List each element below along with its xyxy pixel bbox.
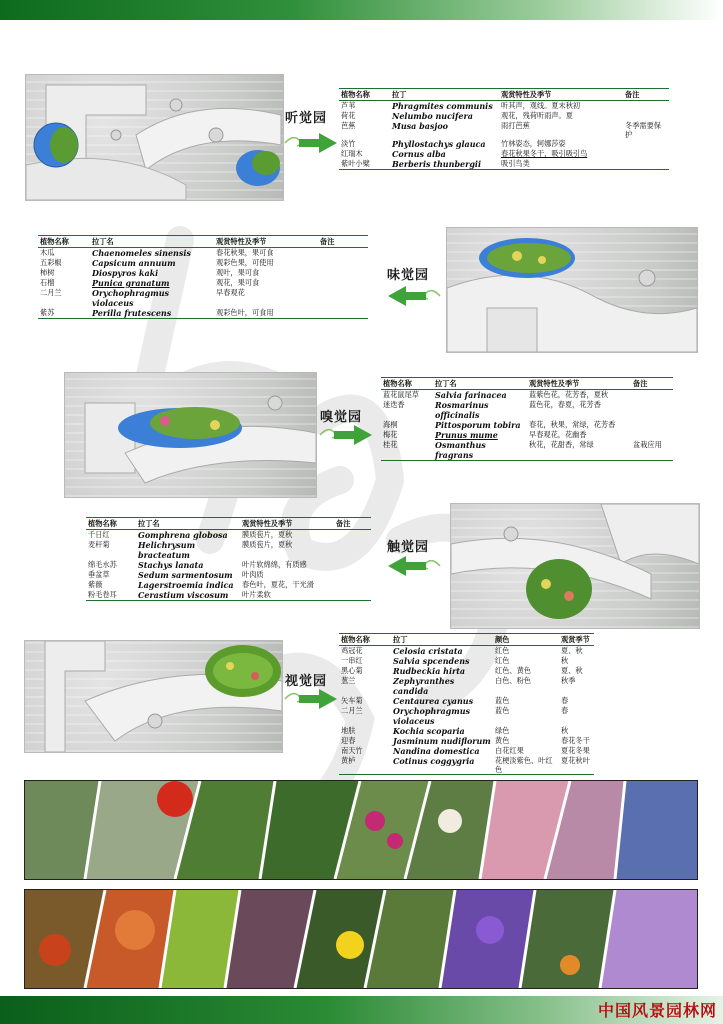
plant-color: 白花红果 [495, 746, 524, 755]
plant-name: 二月兰 [341, 706, 363, 715]
green-arrow-icon [386, 283, 442, 309]
garden-title-smell: 嗅觉园 [320, 410, 363, 425]
plant-name: 芭蕉 [341, 121, 356, 130]
plant-latin: Orychophragmus violaceus [92, 288, 170, 308]
plant-latin: Celosia cristata [393, 646, 463, 656]
plant-note: 盆栽应用 [631, 440, 673, 461]
plant-note [334, 590, 371, 601]
plant-name: 千日红 [88, 530, 110, 539]
plant-season: 夏、秋 [561, 666, 583, 675]
plant-note [334, 530, 371, 541]
plant-feature: 观叶，果可食 [216, 268, 260, 277]
plant-feature: 春花秋果冬干，吸引吸引鸟 [501, 149, 588, 158]
plant-note [623, 159, 669, 170]
plant-feature: 观花，残荷听雨声。夏 [501, 111, 573, 120]
plant-note: 冬季需要保护 [625, 121, 661, 139]
table-header-row [38, 236, 368, 248]
plant-latin: Nelumbo nucifera [392, 111, 473, 121]
plant-note [318, 258, 368, 268]
column-header: 观赏特性及季节 [527, 378, 631, 390]
column-header: 拉丁 [391, 634, 493, 646]
plant-latin: Musa basjoo [392, 121, 448, 131]
plant-latin: Jasminum nudiflorum [393, 736, 491, 746]
table-row [339, 706, 594, 726]
table-row [381, 430, 673, 440]
plant-name: 一串红 [341, 656, 363, 665]
site-logo: 中国风景园林网 [597, 1001, 717, 1020]
plant-name: 黑心菊 [341, 666, 363, 675]
plant-table-taste [38, 235, 368, 319]
table-row [381, 440, 673, 461]
green-arrow-icon [283, 686, 339, 712]
plant-name: 紫薇 [88, 580, 103, 589]
garden-title-touch: 触觉园 [387, 540, 430, 555]
plant-feature: 叶片软绵绵，有质感 [242, 560, 307, 569]
column-header: 拉丁 [390, 89, 499, 101]
table-row [38, 258, 368, 268]
plant-color: 绿色 [495, 726, 510, 735]
plant-name: 麦秆菊 [88, 540, 110, 549]
table-row [86, 540, 371, 560]
plant-latin: Cornus alba [392, 149, 446, 159]
plant-latin: Diospyros kaki [92, 268, 159, 278]
green-arrow-icon [283, 130, 339, 156]
plant-latin: Gomphrena globosa [138, 530, 228, 540]
plant-name: 地肤 [341, 726, 356, 735]
plant-feature: 膜质苞片，夏秋 [242, 540, 293, 549]
table-header-row [339, 89, 669, 101]
plant-latin: Stachys lanata [138, 560, 204, 570]
plant-feature: 观彩色叶，可食用 [214, 308, 318, 319]
plant-note [318, 248, 368, 259]
column-header: 颜色 [493, 634, 559, 646]
green-arrow-icon [318, 422, 374, 448]
plant-name: 蓝花鼠尾草 [383, 390, 419, 399]
table-row [38, 268, 368, 278]
plant-feature: 春花，秋果，常绿，花芳香 [529, 420, 616, 429]
plant-feature: 竹林姿态，轲娜莎姿 [501, 139, 566, 148]
plant-latin: Salvia farinacea [435, 390, 507, 400]
plant-feature: 蓝紫色花，花芳香，夏秋 [529, 390, 609, 399]
table-row [86, 530, 371, 541]
plant-season: 春花冬干 [561, 736, 590, 745]
plant-feature: 蓝色花，春夏，花芳香 [529, 400, 601, 409]
table-row [339, 656, 594, 666]
plant-feature: 春花秋果，果可食 [216, 248, 274, 257]
plant-season: 夏花冬果 [561, 746, 590, 755]
plant-latin: Phragmites communis [392, 101, 493, 111]
plant-latin: Chaenomeles sinensis [92, 248, 191, 258]
table-row [339, 646, 594, 657]
plant-latin: Kochia scoparia [393, 726, 465, 736]
column-header: 植物名称 [339, 634, 391, 646]
table-row [339, 159, 669, 170]
plant-name: 石榴 [40, 278, 55, 287]
plant-latin: Rudbeckia hirta [393, 666, 466, 676]
plant-name: 南天竹 [341, 746, 363, 755]
table-row [38, 288, 368, 308]
table-row [339, 149, 669, 159]
plant-note [318, 268, 368, 278]
plant-note [623, 101, 669, 112]
plant-season: 秋 [561, 726, 569, 735]
plant-name: 梅花 [383, 430, 398, 439]
column-header: 观赏季节 [559, 634, 594, 646]
table-row [381, 400, 673, 420]
plant-name: 迷迭香 [383, 400, 405, 409]
column-header: 备注 [334, 518, 371, 530]
column-header: 备注 [631, 378, 673, 390]
plant-color: 蓝色 [495, 706, 510, 715]
plant-note [334, 560, 371, 570]
plant-name: 柿树 [40, 268, 55, 277]
plant-latin: Cerastium viscosum [136, 590, 240, 601]
plant-feature: 观花，果可食 [216, 278, 260, 287]
hearing-garden-plan [25, 74, 284, 201]
column-header: 拉丁名 [136, 518, 240, 530]
garden-title-vision: 视觉园 [285, 674, 328, 689]
column-header: 观赏特性及季节 [240, 518, 334, 530]
plant-season: 夏花秋叶 [559, 756, 594, 775]
column-header: 植物名称 [381, 378, 433, 390]
table-row [339, 696, 594, 706]
table-row [339, 101, 669, 112]
table-row [339, 736, 594, 746]
plant-name: 绵毛水苏 [88, 560, 117, 569]
table-row [381, 390, 673, 401]
table-row [86, 580, 371, 590]
photo-violet-flowers [600, 890, 697, 988]
plant-name: 二月兰 [40, 288, 62, 297]
plant-latin: Salvia spcendens [393, 656, 470, 666]
plant-feature: 雨打芭蕉 [501, 121, 530, 130]
plant-color: 白色、粉色 [495, 676, 531, 685]
table-row [339, 726, 594, 736]
column-header: 观赏特性及季节 [499, 89, 623, 101]
plant-feature: 叶片柔软 [240, 590, 334, 601]
plant-note [631, 390, 673, 401]
plant-season: 春 [561, 706, 569, 715]
plant-note [334, 570, 371, 580]
table-row [86, 570, 371, 580]
plant-name: 迎春 [341, 736, 356, 745]
plant-season: 秋季 [561, 676, 576, 685]
plant-name: 淡竹 [341, 139, 356, 148]
table-row [339, 746, 594, 756]
plant-latin: Perilla frutescens [90, 308, 214, 319]
table-row [38, 278, 368, 288]
plant-latin: Rosmarinus officinalis [435, 400, 489, 420]
plant-latin: Prunus mume [435, 430, 498, 440]
plant-note [318, 308, 368, 319]
plant-latin: Osmanthus fragrans [433, 440, 527, 461]
plant-feature: 早春观花，花幽香 [529, 430, 587, 439]
table-row [339, 121, 669, 139]
column-header: 观赏特性及季节 [214, 236, 318, 248]
plant-note [318, 288, 368, 308]
plant-feature: 观彩色果，可使用 [216, 258, 274, 267]
plant-name: 矢车菊 [341, 696, 363, 705]
plant-latin: Cotinus coggygria [391, 756, 493, 775]
plant-color: 红色 [495, 656, 510, 665]
plant-latin: Zephyranthes candida [393, 676, 455, 696]
plant-latin: Sedum sarmentosum [138, 570, 233, 580]
plant-table-touch [86, 517, 371, 601]
plant-name: 葱兰 [341, 676, 356, 685]
plant-latin: Punica granatum [92, 278, 170, 288]
column-header: 植物名称 [86, 518, 136, 530]
green-arrow-icon [386, 553, 442, 579]
table-header-row [86, 518, 371, 530]
table-row [339, 139, 669, 149]
plant-feature: 吸引鸟类 [499, 159, 623, 170]
plant-latin: Centaurea cyanus [393, 696, 474, 706]
plant-name: 五彩椒 [40, 258, 62, 267]
plant-color: 花梗淡紫色、叶红色 [493, 756, 559, 775]
plant-table-vision [339, 633, 594, 775]
plant-color: 红色、黄色 [495, 666, 531, 675]
table-row [339, 111, 669, 121]
plant-note [334, 540, 371, 560]
top-green-banner [0, 0, 723, 20]
plant-latin: Berberis thunbergii [390, 159, 499, 170]
plant-latin: Lagerstroemia indica [138, 580, 234, 590]
plant-feature: 早春观花 [216, 288, 245, 297]
table-row [339, 756, 594, 775]
plant-name: 鸡冠花 [341, 646, 363, 655]
plant-name: 垂盆草 [88, 570, 110, 579]
table-row [339, 666, 594, 676]
garden-title-taste: 味觉园 [387, 268, 430, 283]
plant-table-hearing [339, 88, 669, 170]
column-header: 植物名称 [339, 89, 390, 101]
plant-season: 秋 [561, 656, 569, 665]
plant-feature: 叶肉质 [242, 570, 264, 579]
plant-feature: 春色叶，夏花，干光滑 [242, 580, 314, 589]
table-row [38, 308, 368, 319]
plant-note [631, 400, 673, 420]
plant-latin: Pittosporum tobira [435, 420, 521, 430]
column-header: 拉丁名 [433, 378, 527, 390]
plant-latin: Helichrysum bracteatum [138, 540, 196, 560]
plant-name: 紫苏 [38, 308, 90, 319]
plant-name: 荷花 [341, 111, 356, 120]
plant-feature: 秋花，花甜香，常绿 [527, 440, 631, 461]
column-header: 备注 [318, 236, 368, 248]
table-header-row [381, 378, 673, 390]
table-row [339, 676, 594, 696]
plant-note [318, 278, 368, 288]
plant-latin: Phyllostachys glauca [392, 139, 486, 149]
photo-blue-salvia [615, 781, 697, 879]
garden-title-hearing: 听觉园 [285, 111, 328, 126]
plant-latin: Nandina domestica [393, 746, 480, 756]
plant-name: 海桐 [383, 420, 398, 429]
plant-name: 木瓜 [40, 248, 55, 257]
plant-note [631, 430, 673, 440]
plant-name: 粉毛卷耳 [86, 590, 136, 601]
table-header-row [339, 634, 594, 646]
plant-season: 春 [561, 696, 569, 705]
plant-color: 红色 [495, 646, 510, 655]
table-row [381, 420, 673, 430]
plant-feature: 听其声，观线。夏末秋初 [501, 101, 581, 110]
plant-feature: 膜质苞片，夏秋 [242, 530, 293, 539]
plant-latin: Capsicum annuum [92, 258, 176, 268]
plant-latin: Orychophragmus violaceus [393, 706, 471, 726]
plant-note [623, 139, 669, 149]
taste-garden-plan [446, 227, 698, 353]
plant-name: 红瑞木 [341, 149, 363, 158]
plant-note [623, 149, 669, 159]
plant-name: 桂花 [381, 440, 433, 461]
plant-photo-collage-2 [24, 889, 698, 989]
plant-season: 夏、秋 [561, 646, 583, 655]
plant-name: 芦苇 [341, 101, 356, 110]
smell-garden-plan [64, 372, 317, 498]
plant-table-smell [381, 377, 673, 461]
plant-note [334, 580, 371, 590]
table-row [86, 560, 371, 570]
vision-garden-plan [24, 640, 283, 753]
column-header: 拉丁名 [90, 236, 214, 248]
plant-color: 黄色 [495, 736, 510, 745]
table-row [86, 590, 371, 601]
plant-note [631, 420, 673, 430]
plant-note [623, 111, 669, 121]
table-row [38, 248, 368, 259]
plant-name: 紫叶小檗 [339, 159, 390, 170]
column-header: 植物名称 [38, 236, 90, 248]
plant-photo-collage-1 [24, 780, 698, 880]
column-header: 备注 [623, 89, 669, 101]
plant-name: 黄栌 [339, 756, 391, 775]
plant-color: 蓝色 [495, 696, 510, 705]
touch-garden-plan [450, 503, 700, 629]
